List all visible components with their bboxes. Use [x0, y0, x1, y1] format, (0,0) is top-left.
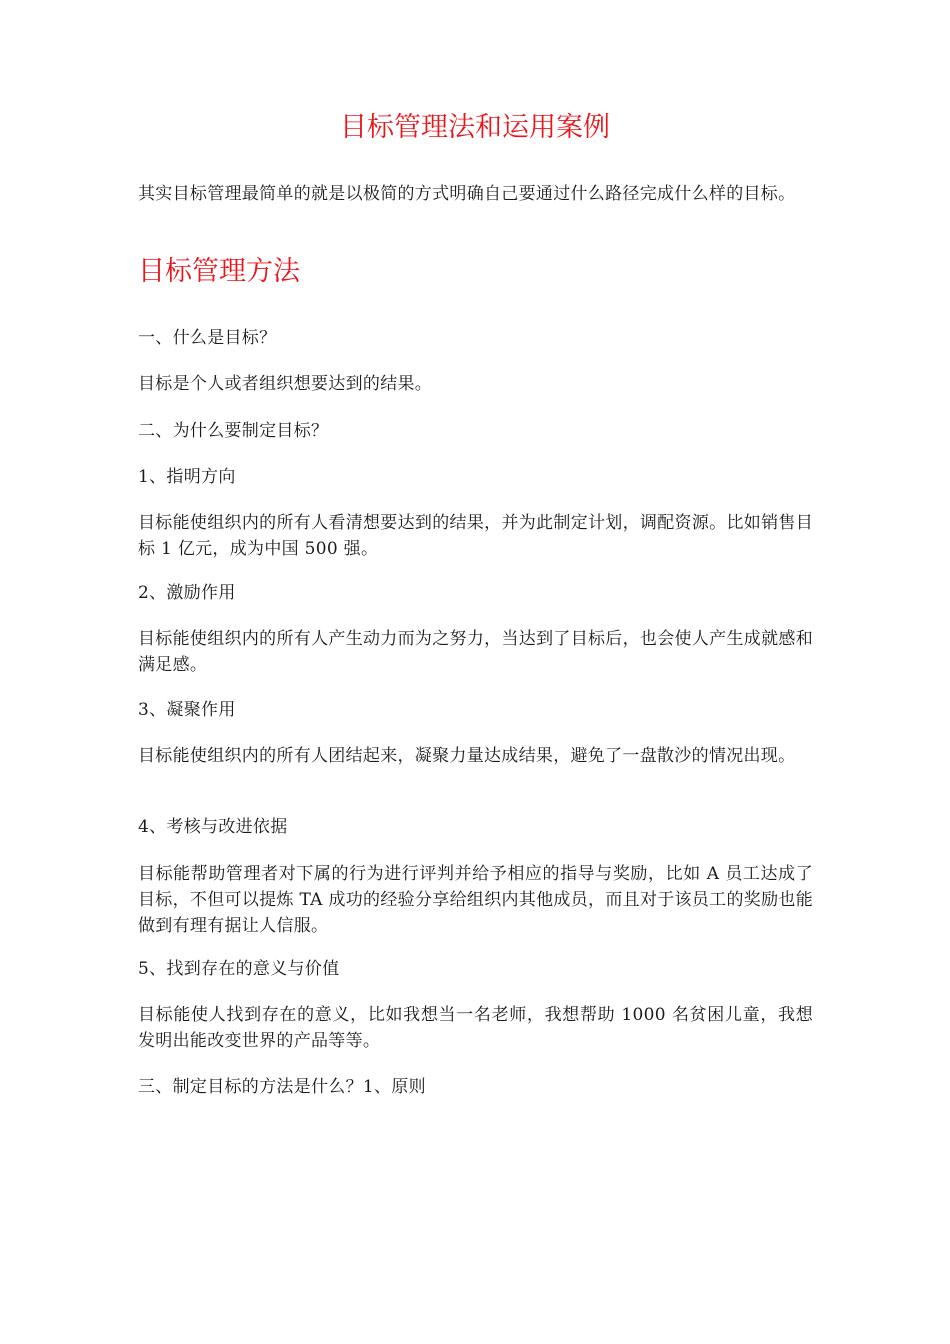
- subheading-cohesion: 3、凝聚作用: [138, 700, 236, 720]
- paragraph-assessment: 目标能帮助管理者对下属的行为进行评判并给予相应的指导与奖励，比如 A 员工达成了目标，不但可以提炼 TA 成功的经验分享给组织内其他成员，而且对于该员工的奖励也能做到有理有据让人信服。: [138, 864, 813, 936]
- subheading-meaning: 5、找到存在的意义与价值: [138, 959, 340, 979]
- paragraph-motivation: 目标能使组织内的所有人产生动力而为之努力，当达到了目标后，也会使人产生成就感和满足感。: [138, 629, 813, 675]
- question-heading-1: 一、什么是目标？: [138, 328, 277, 348]
- question-heading-3: 三、制定目标的方法是什么？1、原则: [138, 1077, 426, 1097]
- paragraph-direction: 目标能使组织内的所有人看清想要达到的结果，并为此制定计划，调配资源。比如销售目标 1 亿元，成为中国 500 强。: [138, 513, 813, 559]
- subheading-assessment: 4、考核与改进依据: [138, 817, 288, 837]
- subheading-motivation: 2、激励作用: [138, 583, 236, 603]
- paragraph-cohesion: 目标能使组织内的所有人团结起来，凝聚力量达成结果，避免了一盘散沙的情况出现。: [138, 746, 796, 766]
- document-title: 目标管理法和运用案例: [340, 112, 610, 143]
- intro-paragraph: 其实目标管理最简单的就是以极简的方式明确自己要通过什么路径完成什么样的目标。: [138, 184, 796, 204]
- paragraph-meaning: 目标能使人找到存在的意义，比如我想当一名老师，我想帮助 1000 名贫困儿童，我想发明出能改变世界的产品等等。: [138, 1005, 813, 1051]
- question-heading-2: 二、为什么要制定目标？: [138, 421, 329, 441]
- answer-paragraph-1: 目标是个人或者组织想要达到的结果。: [138, 374, 433, 394]
- section-heading: 目标管理方法: [138, 256, 300, 287]
- subheading-direction: 1、指明方向: [138, 467, 236, 487]
